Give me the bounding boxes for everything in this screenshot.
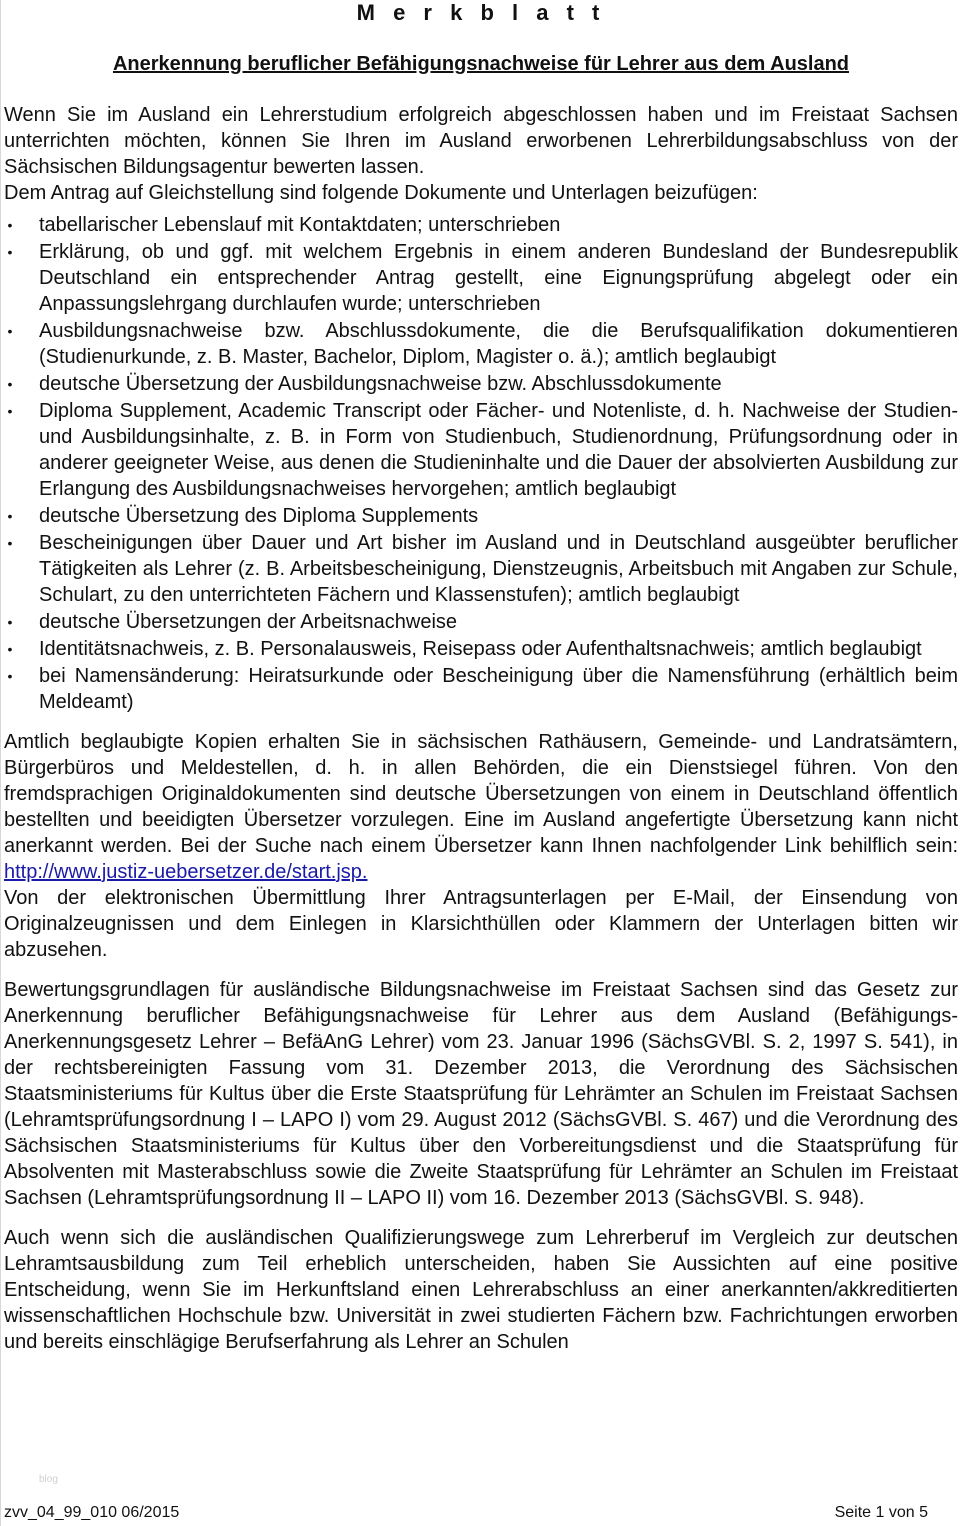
bullet-icon: • [7,376,13,392]
list-item: • deutsche Übersetzung des Diploma Supplements [4,503,958,529]
list-item: • Bescheinigungen über Dauer und Art bisher im Ausland und in Deutschland ausgeübter beruflicher Tätigkeiten als Lehrer (z. B. Arbeitsbescheinigung, Dienstzeugnis, Arbeitsbuch mit Angaben zur Schule, Schulart, zu den unterrichteten Fächern und Klassenstufen); amtlich beglaubigt [4,530,958,608]
list-lead: Dem Antrag auf Gleichstellung sind folgende Dokumente und Unterlagen beizufügen: [4,182,758,204]
bullet-icon: • [7,244,13,260]
outlook-paragraph: Auch wenn sich die ausländischen Qualifizierungswege zum Lehrerberuf im Vergleich zur deutschen Lehramtsausbildung zum Teil erheblich unterscheiden, haben Sie Aussichten auf eine positive Entscheidung, wenn Sie im Herkunftsland einen Lehrerabschluss an einer anerkannten/akkreditierten wissenschaftlichen Hochschule bzw. Universität in zwei studierten Fächern bzw. Fachrichtungen erworben und bereits einschlägige Berufserfahrung als Lehrer an Schulen [4,1227,958,1353]
legal-basis-paragraph: Bewertungsgrundlagen für ausländische Bildungsnachweise im Freistaat Sachsen sind das Gesetz zur Anerkennung beruflicher Befähigungsnachweise für Lehrer aus dem Ausland (Befähigungs-Anerkennungsgesetz Lehrer – BefäAnG Lehrer) vom 23. Januar 1996 (SächsGVBl. S. 2, 1997 S. 541), in der rechtsbereinigten Fassung vom 31. Dezember 2013, die Verordnung des Sächsischen Staatsministeriums für Kultus über die Erste Staatsprüfung für Lehrämter an Schulen im Freistaat Sachsen (Lehramtsprüfungsordnung I – LAPO I) vom 29. August 2012 (SächsGVBl. S. 467) und die Verordnung des Sächsischen Staatsministeriums für Kultus über den Vorbereitungsdienst und die Staatsprüfung für Absolventen mit Masterabschluss sowie die Zweite Staatsprüfung für Lehrämter an Schulen im Freistaat Sachsen (Lehramtsprüfungsordnung II – LAPO II) vom 16. Dezember 2013 (SächsGVBl. S. 948). [4,979,958,1209]
copies-paragraph: Amtlich beglaubigte Kopien erhalten Sie in sächsischen Rathäusern, Gemeinde- und Landratsämtern, Bürgerbüros und Meldestellen, d. h. in allen Behörden, die ein Dienstsiegel führen. Von den fremdsprachigen Originaldokumenten sind deutsche Übersetzungen von einem in Deutschland öffentlich bestellten und beeidigten Übersetzer vorzulegen. Eine im Ausland angefertigte Übersetzung kann nicht anerkannt werden. Bei der Suche nach einem Übersetzer kann Ihnen nachfolgender Link behilflich sein: http://www.justiz-uebersetzer.de/start.jsp. [4,731,958,883]
email-paragraph: Von der elektronischen Übermittlung Ihrer Antragsunterlagen per E-Mail, der Einsendung von Originalzeugnissen und dem Einlegen in Klarsichthüllen oder Klammern der Unterlagen bitten wir abzusehen. [4,887,958,961]
bullet-icon: • [7,508,13,524]
intro-paragraph: Wenn Sie im Ausland ein Lehrerstudium erfolgreich abgeschlossen haben und im Freistaat Sachsen unterrichten möchten, können Sie Ihren im Ausland erworbenen Lehrerbildungsabschluss von der Sächsischen Bildungsagentur bewerten lassen. [4,104,958,178]
bullet-icon: • [7,323,13,339]
document-body [4,102,958,1355]
list-item: • deutsche Übersetzungen der Arbeitsnachweise [4,609,958,635]
bullet-icon: • [7,614,13,630]
list-item: • deutsche Übersetzung der Ausbildungsnachweise bzw. Abschlussdokumente [4,371,958,397]
list-item: • Diploma Supplement, Academic Transcript oder Fächer- und Notenliste, d. h. Nachweise der Studien- und Ausbildungsinhalte, z. B. in Form von Studienbuch, Studienordnung, Prüfungsordnung oder in anderer geeigneter Weise, aus denen die Studieninhalte und die Dauer der absolvierten Ausbildung zur Erlangung des Ausbildungsnachweises hervorgehen; amtlich beglaubigt [4,398,958,502]
bullet-icon: • [7,641,13,657]
list-item: • Erklärung, ob und ggf. mit welchem Ergebnis in einem anderen Bundesland der Bundesrepublik Deutschland ein entsprechender Antrag gestellt, eine Eignungsprüfung abgelegt oder ein Anpassungslehrgang durchlaufen wurde; unterschrieben [4,239,958,317]
footer-document-id: zvv_04_99_010 06/2015 [4,1504,180,1521]
list-item: • tabellarischer Lebenslauf mit Kontaktdaten; unterschrieben [4,212,958,238]
list-item: • bei Namensänderung: Heiratsurkunde oder Bescheinigung über die Namensführung (erhältlich beim Meldeamt) [4,663,958,715]
bullet-icon: • [7,403,13,419]
document-subtitle: Anerkennung beruflicher Befähigungsnachweise für Lehrer aus dem Ausland [112,53,850,75]
watermark: blog [39,1474,58,1485]
bullet-icon: • [7,217,13,233]
list-item: • Identitätsnachweis, z. B. Personalausweis, Reisepass oder Aufenthaltsnachweis; amtlich beglaubigt [4,636,958,662]
list-item: • Ausbildungsnachweise bzw. Abschlussdokumente, die die Berufsqualifikation dokumentieren (Studienurkunde, z. B. Master, Bachelor, Diplom, Magister o. ä.); amtlich beglaubigt [4,318,958,370]
footer-page-number: Seite 1 von 5 [834,1504,928,1521]
translator-link[interactable]: http://www.justiz-uebersetzer.de/start.jsp. [4,861,368,883]
bullet-icon: • [7,668,13,684]
document-title: M e r k b l a t t [356,0,606,25]
required-documents-list [4,212,958,715]
bullet-icon: • [7,535,13,551]
